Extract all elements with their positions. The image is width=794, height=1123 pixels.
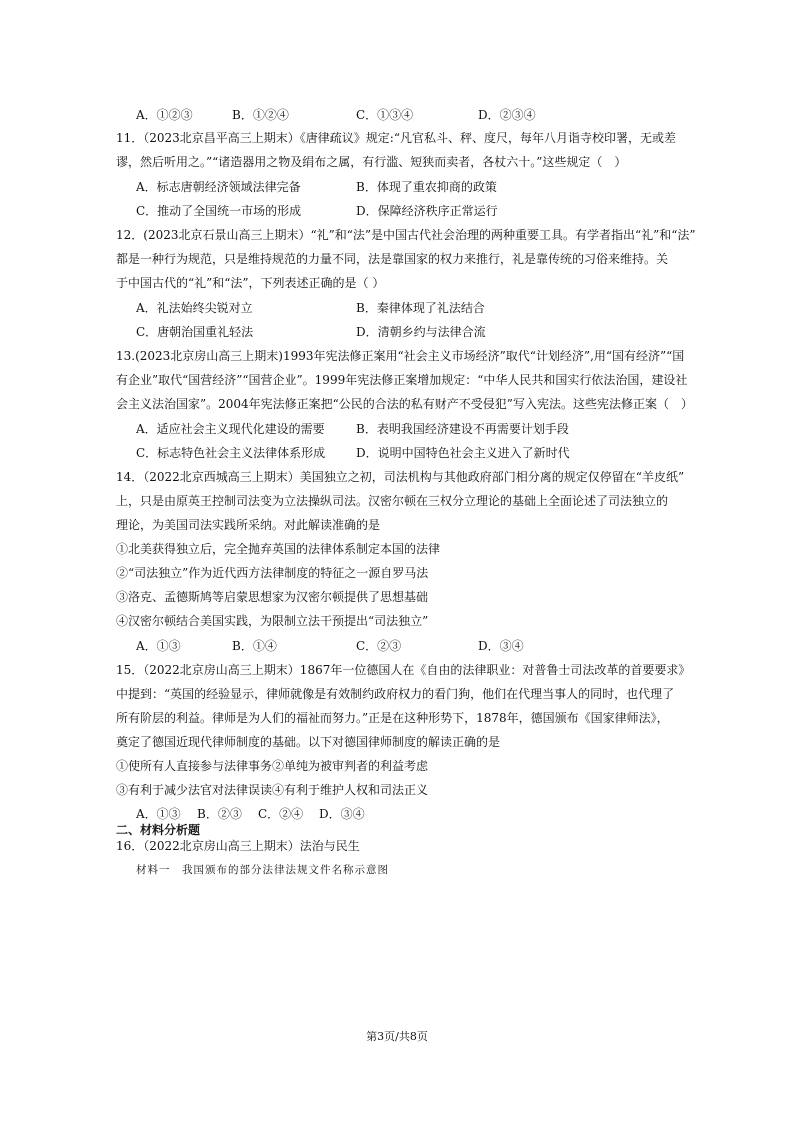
question-14-line: 上，只是由原英王控制司法变为立法操纵司法。汉密尔顿在三权分立理论的基础上全面论述了司法独立的 (116, 494, 669, 508)
statement-3-4: ③有利于减少法官对法律误读④有利于维护人权和司法正义 (116, 783, 429, 797)
option-b: B．①④ (232, 639, 277, 653)
option-c: C．标志特色社会主义法律体系形成 (136, 446, 326, 460)
statement-3: ③洛克、孟德斯鸠等启蒙思想家为汉密尔顿提供了思想基础 (116, 590, 429, 604)
option-d: D．说明中国特色社会主义进入了新时代 (356, 446, 570, 460)
option-a: A．①③ (136, 807, 181, 821)
option-d: D．保障经济秩序正常运行 (356, 204, 498, 218)
option-a: A．①③ (136, 639, 181, 653)
statement-2: ②“司法独立”作为近代西方法律制度的特征之一源自罗马法 (116, 566, 429, 580)
question-13-line: 有企业”取代“国营经济”“国营企业”。1999年宪法修正案增加规定：“中华人民共和国实行依法治国，建设社 (116, 373, 688, 387)
option-c: C．②③ (356, 639, 402, 653)
question-15-line: 中提到：“英国的经验显示，律师就像是有效制约政府权力的看门狗，他们在代理当事人的同时，也代理了 (116, 687, 675, 701)
page-number: 第3页/共8页 (366, 1030, 428, 1043)
statement-4: ④汉密尔顿结合美国实践，为限制立法干预提出“司法独立” (116, 614, 429, 628)
question-15-line: 15．（2022北京房山高三上期末）1867年一位德国人在《自由的法律职业：对普鲁士司法改革的首要要求》 (116, 663, 691, 677)
option-d: D．③④ (319, 807, 365, 821)
question-14-line: 理论，为美国司法实践所采纳。对此解读准确的是 (116, 518, 381, 532)
question-13-line: 13.(2023北京房山高三上期末)1993年宪法修正案用“社会主义市场经济”取代“计划经济”,用“国有经济”“国 (116, 349, 685, 363)
question-12-line: 于中国古代的“礼”和“法”，下列表述正确的是（ ） (116, 276, 385, 290)
question-13-line: 会主义法治国家”。2004年宪法修正案把“公民的合法的私有财产不受侵犯”写入宪法。这些宪法修正案（ ） (116, 397, 693, 411)
question-15-line: 所有阶层的利益。律师是为人们的福祉而努力。”正是在这种形势下，1878年，德国颁布《国家律师法》， (116, 711, 669, 725)
option-c: C．②④ (258, 807, 304, 821)
question-11-line: 11．（2023北京昌平高三上期末）《唐律疏议》规定:“凡官私斗、秤、度尺，每年八月诣寺校印署，无或差 (116, 131, 676, 145)
section-heading: 二、材料分析题 (116, 823, 201, 837)
option-b: B．②③ (197, 807, 242, 821)
option-c: C．唐朝治国重礼轻法 (136, 325, 254, 339)
question-11-line: 谬，然后听用之。”“诸造器用之物及绢布之属，有行滥、短狭而卖者，各杖六十。”这些规定（ ） (116, 155, 627, 169)
question-14-line: 14．（2022北京西城高三上期末）美国独立之初，司法机构与其他政府部门相分离的规定仅停留在“羊皮纸” (116, 470, 685, 484)
option-c: C．①③④ (356, 108, 414, 122)
question-15-line: 奠定了德国近现代律师制度的基础。以下对德国律师制度的解读正确的是 (116, 735, 501, 749)
option-a: A．①②③ (136, 108, 193, 122)
material-caption: 材料一 我国颁布的部分法律法规文件名称示意图 (136, 864, 389, 876)
option-a: A．适应社会主义现代化建设的需要 (136, 422, 325, 436)
option-a: A．礼法始终尖锐对立 (136, 301, 253, 315)
option-b: B．体现了重农抑商的政策 (356, 180, 497, 194)
statement-1-2: ①使所有人直接参与法律事务②单纯为被审判者的利益考虑 (116, 759, 429, 773)
statement-1: ①北美获得独立后，完全抛弃英国的法律体系制定本国的法律 (116, 542, 441, 556)
option-d: D．②③④ (478, 108, 536, 122)
option-b: B．秦律体现了礼法结合 (356, 301, 485, 315)
question-12-line: 12．(2023北京石景山高三上期末）“礼”和“法”是中国古代社会治理的两种重要工具。有学者指出“礼”和“法” (116, 228, 696, 242)
option-d: D．清朝乡约与法律合流 (356, 325, 486, 339)
option-a: A．标志唐朝经济领域法律完备 (136, 180, 301, 194)
option-b: B．表明我国经济建设不再需要计划手段 (356, 422, 569, 436)
option-d: D．③④ (478, 639, 524, 653)
question-12-line: 都是一种行为规范，只是维持规范的力量不同，法是靠国家的权力来推行，礼是靠传统的习俗来维持。关 (116, 252, 669, 266)
option-c: C．推动了全国统一市场的形成 (136, 204, 302, 218)
option-b: B．①②④ (232, 108, 289, 122)
question-16-line: 16．（2022北京房山高三上期末）法治与民生 (116, 839, 360, 853)
